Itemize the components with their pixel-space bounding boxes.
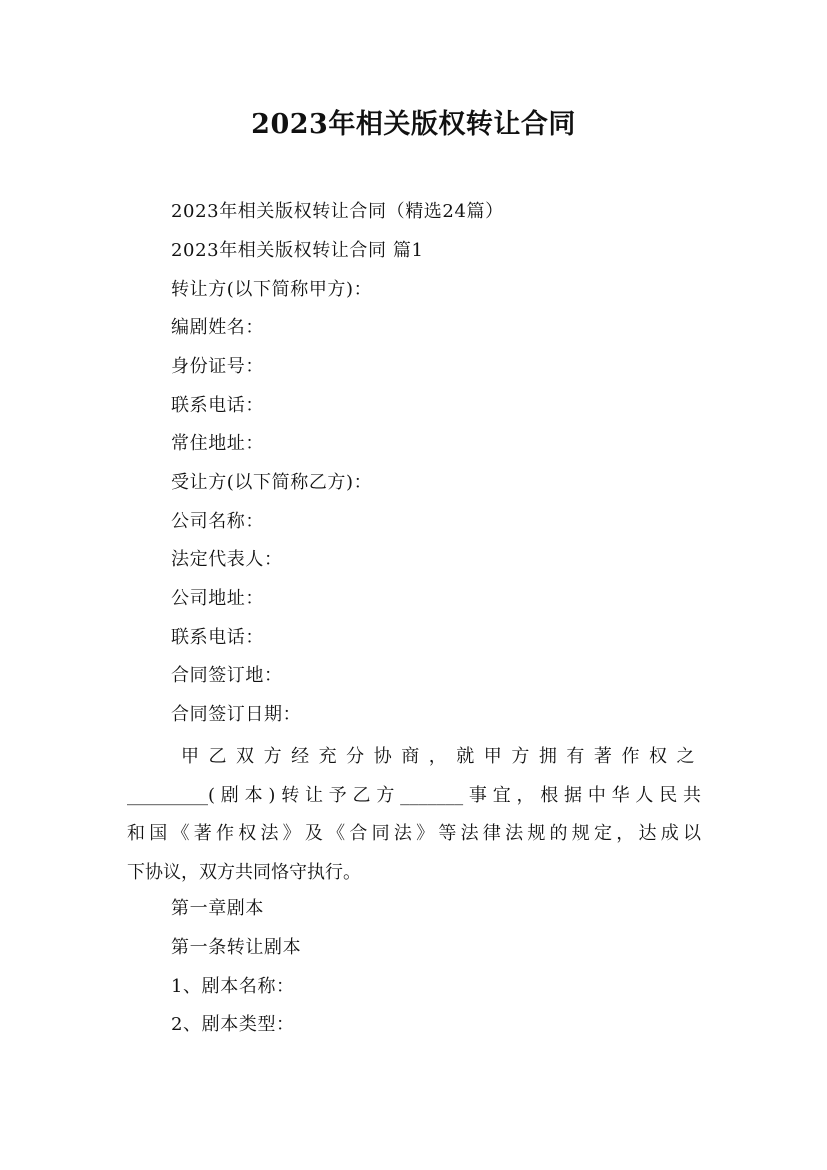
field-company-address: 公司地址：	[171, 588, 264, 609]
paragraph-line: 甲乙双方经充分协商，就甲方拥有著作权之	[181, 746, 701, 767]
field-script-type: 2、剧本类型：	[171, 1014, 295, 1035]
field-sign-date: 合同签订日期：	[171, 704, 302, 725]
field-legal-rep: 法定代表人：	[171, 549, 283, 570]
subtitle-line: 2023年相关版权转让合同（精选24篇）	[171, 201, 504, 222]
field-phone-a: 联系电话：	[171, 395, 264, 416]
paragraph-line: _________(剧本)转让予乙方_______事宜，根据中华人民共	[127, 784, 701, 806]
field-address-a: 常住地址：	[171, 433, 264, 454]
paragraph-line: 和国《著作权法》及《合同法》等法律法规的规定，达成以	[127, 823, 701, 845]
article-heading: 第一条转让剧本	[171, 937, 302, 958]
field-transferor: 转让方(以下简称甲方)：	[171, 279, 373, 300]
field-phone-b: 联系电话：	[171, 627, 264, 648]
field-company-name: 公司名称：	[171, 511, 264, 532]
field-script-name: 1、剧本名称：	[171, 976, 295, 997]
document-title: 2023年相关版权转让合同	[251, 109, 576, 140]
section-heading: 2023年相关版权转让合同 篇1	[171, 240, 424, 261]
field-writer-name: 编剧姓名：	[171, 317, 264, 338]
field-transferee: 受让方(以下简称乙方)：	[171, 472, 373, 493]
agreement-paragraph	[127, 738, 701, 893]
chapter-heading: 第一章剧本	[171, 898, 264, 919]
paragraph-line: 下协议，双方共同恪守执行。	[127, 862, 361, 884]
field-id-number: 身份证号：	[171, 356, 264, 377]
field-sign-place: 合同签订地：	[171, 665, 283, 686]
